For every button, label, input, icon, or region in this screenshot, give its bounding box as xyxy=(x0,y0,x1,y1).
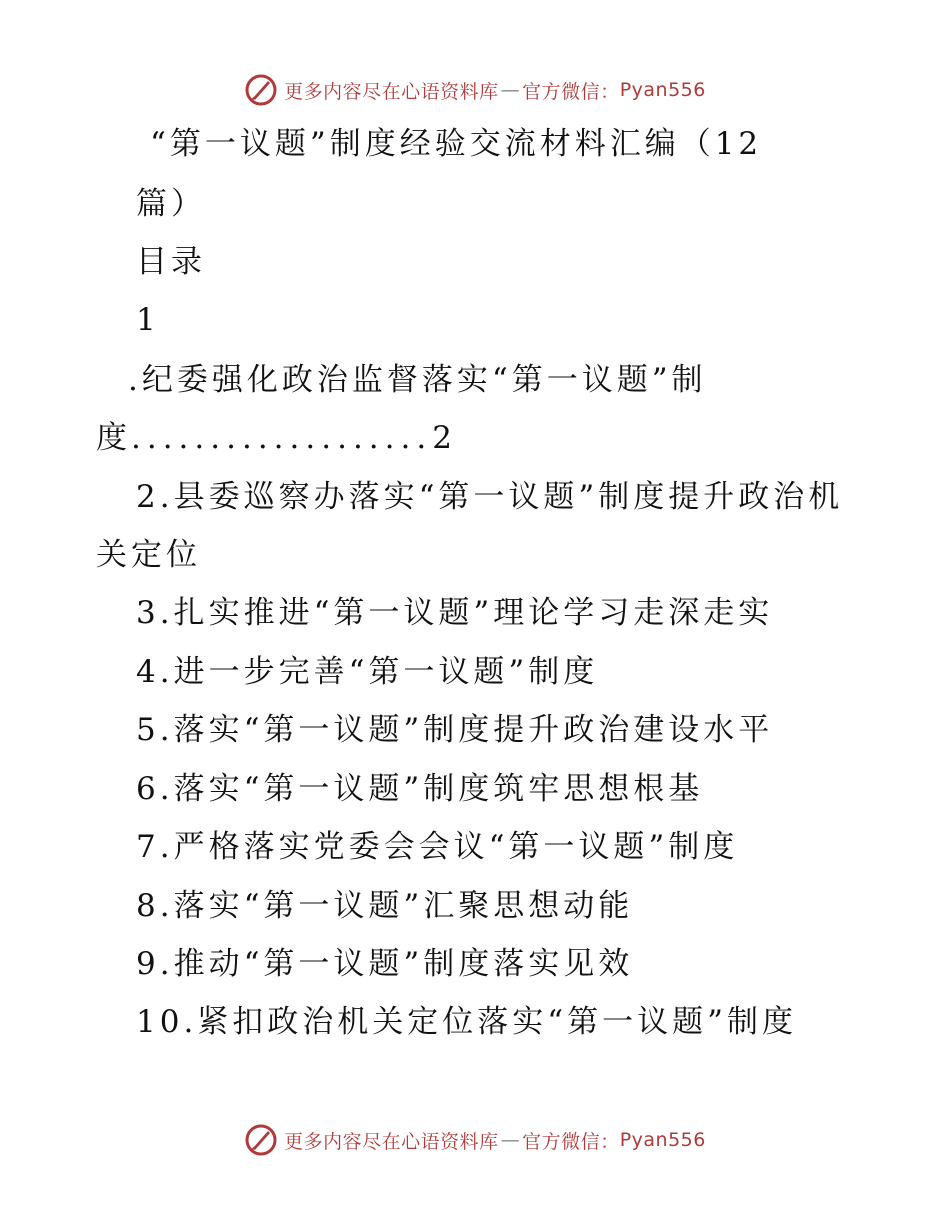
watermark-text: 更多内容尽在心语资料库 xyxy=(284,1130,499,1153)
watermark-suffix: 官方微信： xyxy=(522,1130,620,1153)
watermark-wechat-id: Pyan556 xyxy=(619,79,706,101)
watermark-text: 更多内容尽在心语资料库 xyxy=(284,80,499,103)
toc-item: 8.落实“第一议题”汇聚思想动能 xyxy=(136,888,634,924)
toc-item: 6.落实“第一议题”制度筑牢思想根基 xyxy=(136,771,704,807)
header-watermark xyxy=(0,70,950,110)
toc-item-1-line-1: .纪委强化政治监督落实“第一议题”制 xyxy=(128,362,707,398)
toc-item: 7.严格落实党委会会议“第一议题”制度 xyxy=(136,829,739,865)
toc-item-2-line-2: 关定位 xyxy=(96,537,201,573)
toc-item: 5.落实“第一议题”制度提升政治建设水平 xyxy=(136,712,774,748)
quill-pen-logo-icon xyxy=(244,1123,278,1157)
toc-item-1-page-number: 2 xyxy=(432,420,456,456)
watermark-wechat-id: Pyan556 xyxy=(619,1129,706,1151)
toc-item: 10.紧扣政治机关定位落实“第一议题”制度 xyxy=(136,1004,797,1040)
watermark-separator: — xyxy=(500,79,521,101)
toc-leader-dots: ................... xyxy=(131,420,433,456)
document-title-line-1: “第一议题”制度经验交流材料汇编（12 xyxy=(150,126,763,162)
toc-item: 9.推动“第一议题”制度落实见效 xyxy=(136,946,634,982)
watermark-suffix: 官方微信： xyxy=(522,80,620,103)
document-title-line-2: 篇） xyxy=(136,186,206,222)
watermark-separator: — xyxy=(500,1129,521,1151)
toc-item: 3.扎实推进“第一议题”理论学习走深走实 xyxy=(136,595,774,631)
toc-item-1-line-2 xyxy=(96,418,456,458)
footer-watermark xyxy=(0,1120,950,1160)
quill-pen-logo-icon xyxy=(244,73,278,107)
toc-heading: 目录 xyxy=(136,244,206,280)
toc-item-1-number: 1 xyxy=(136,302,160,338)
toc-item: 4.进一步完善“第一议题”制度 xyxy=(136,654,599,690)
toc-item-1-line-2-text: 度 xyxy=(96,420,131,456)
toc-item-2-line-1: 2.县委巡察办落实“第一议题”制度提升政治机 xyxy=(136,479,844,515)
